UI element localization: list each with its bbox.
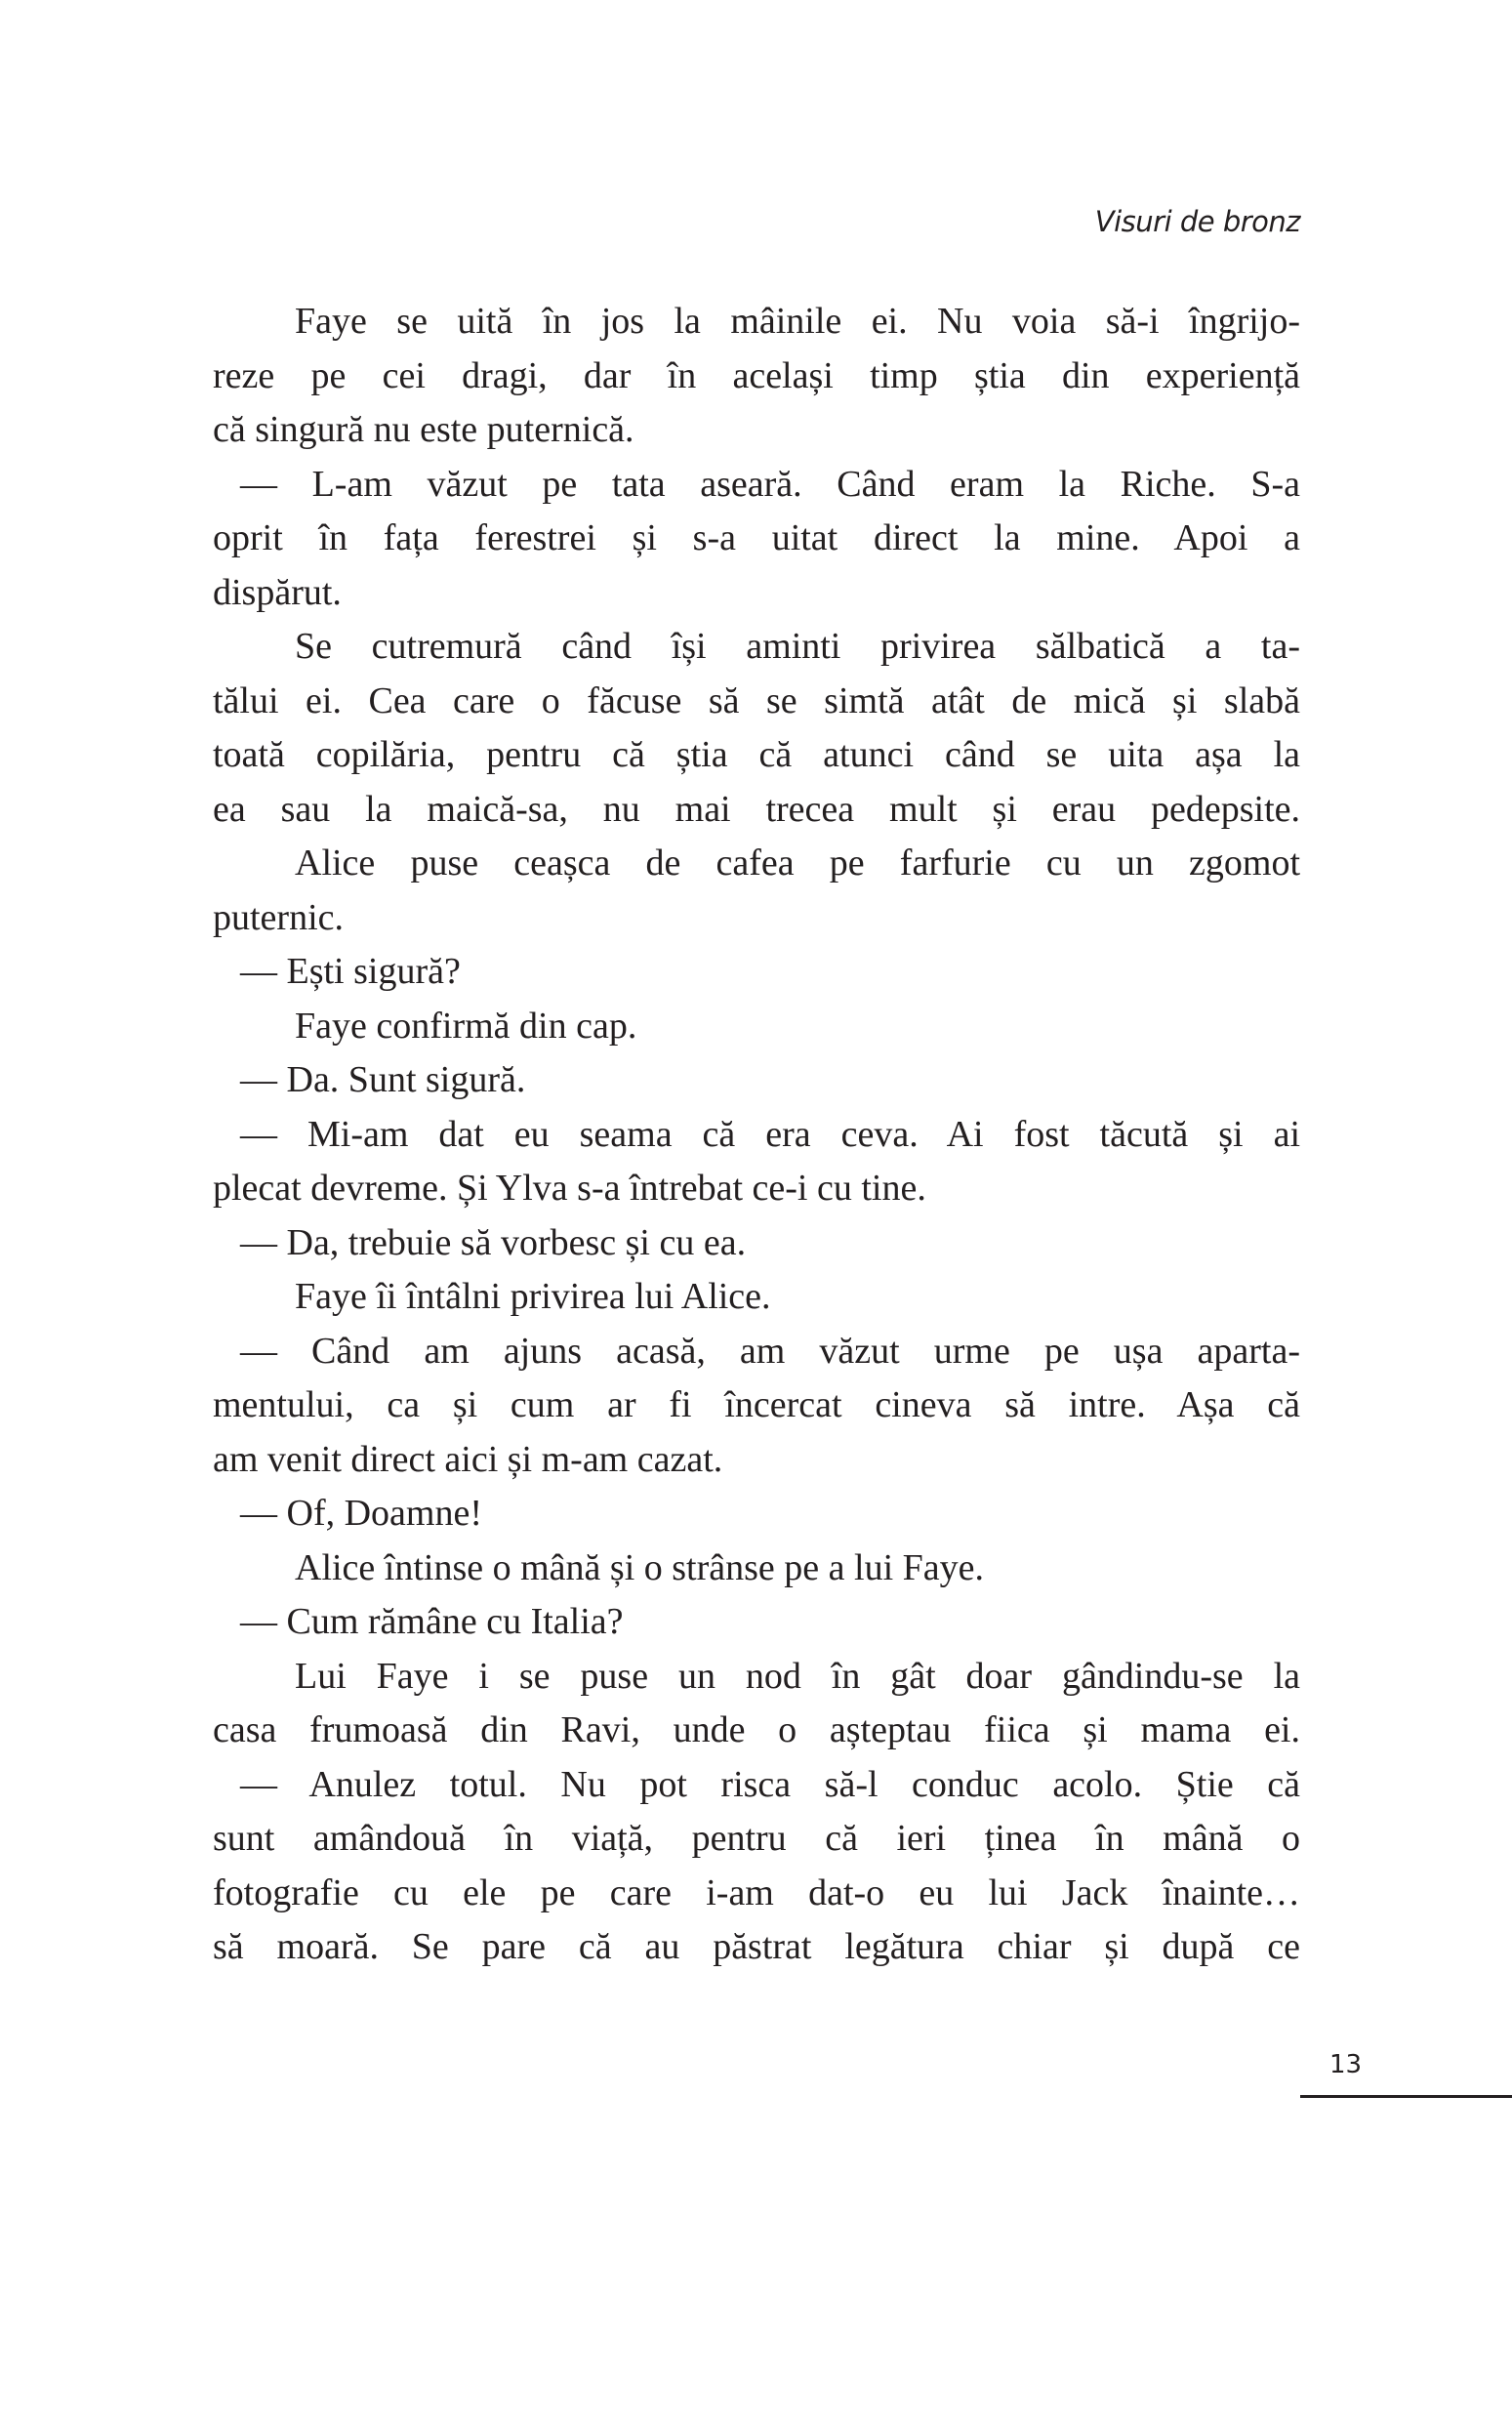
text-line: Lui Faye i se puse un nod în gât doar gândindu-se la: [295, 1655, 1300, 1697]
text-line: casa frumoasă din Ravi, unde o așteptau fiica și mama ei.: [213, 1709, 1300, 1750]
text-line: reze pe cei dragi, dar în același timp știa din experiență: [213, 354, 1300, 396]
text-line: — Da, trebuie să vorbesc și cu ea.: [240, 1221, 747, 1263]
text-line: toată copilăria, pentru că știa că atunci când se uita așa la: [213, 734, 1300, 775]
text-line: — Mi-am dat eu seama că era ceva. Ai fost tăcută și ai: [240, 1113, 1300, 1155]
text-line: Alice întinse o mână și o strânse pe a lui Faye.: [295, 1546, 984, 1588]
text-line: — Cum rămâne cu Italia?: [240, 1601, 624, 1642]
text-line: ea sau la maică-sa, nu mai trecea mult și erau pedepsite.: [213, 788, 1300, 830]
running-head: Visuri de bronz: [1094, 205, 1300, 238]
body-text: [213, 295, 1300, 1975]
text-line: Alice puse ceașca de cafea pe farfurie cu un zgomot: [295, 843, 1300, 884]
text-line: fotografie cu ele pe care i-am dat-o eu lui Jack înainte…: [213, 1871, 1300, 1913]
text-line: să moară. Se pare că au păstrat legătura chiar și după ce: [213, 1926, 1300, 1967]
text-line: plecat devreme. Și Ylva s-a întrebat ce-i cu tine.: [213, 1168, 926, 1209]
text-line: — Când am ajuns acasă, am văzut urme pe ușa aparta-: [240, 1330, 1300, 1372]
text-line: că singură nu este puternică.: [213, 409, 634, 450]
text-line: Se cutremură când își aminti privirea sălbatică a ta-: [295, 626, 1300, 667]
text-line: puternic.: [213, 896, 345, 938]
text-line: — L-am văzut pe tata aseară. Când eram la Riche. S-a: [240, 463, 1300, 505]
page-number: 13: [1329, 2050, 1363, 2079]
text-line: tălui ei. Cea care o făcuse să se simtă atât de mică și slabă: [213, 679, 1300, 721]
text-line: Faye îi întâlni privirea lui Alice.: [295, 1276, 771, 1317]
text-line: oprit în fața ferestrei și s-a uitat direct la mine. Apoi a: [213, 517, 1300, 558]
text-line: Faye confirmă din cap.: [295, 1005, 637, 1047]
text-line: am venit direct aici și m-am cazat.: [213, 1438, 723, 1480]
text-line: — Da. Sunt sigură.: [240, 1059, 526, 1100]
text-line: dispărut.: [213, 571, 342, 613]
text-line: — Ești sigură?: [240, 951, 461, 992]
text-line: — Of, Doamne!: [240, 1493, 482, 1534]
page-rule: [1300, 2095, 1512, 2098]
text-line: mentului, ca și cum ar fi încercat cineva să intre. Așa că: [213, 1384, 1300, 1425]
text-line: — Anulez totul. Nu pot risca să-l conduc acolo. Știe că: [240, 1763, 1300, 1805]
text-line: Faye se uită în jos la mâinile ei. Nu voia să-i îngrijo-: [295, 301, 1300, 342]
text-line: sunt amândouă în viață, pentru că ieri ținea în mână o: [213, 1818, 1300, 1859]
